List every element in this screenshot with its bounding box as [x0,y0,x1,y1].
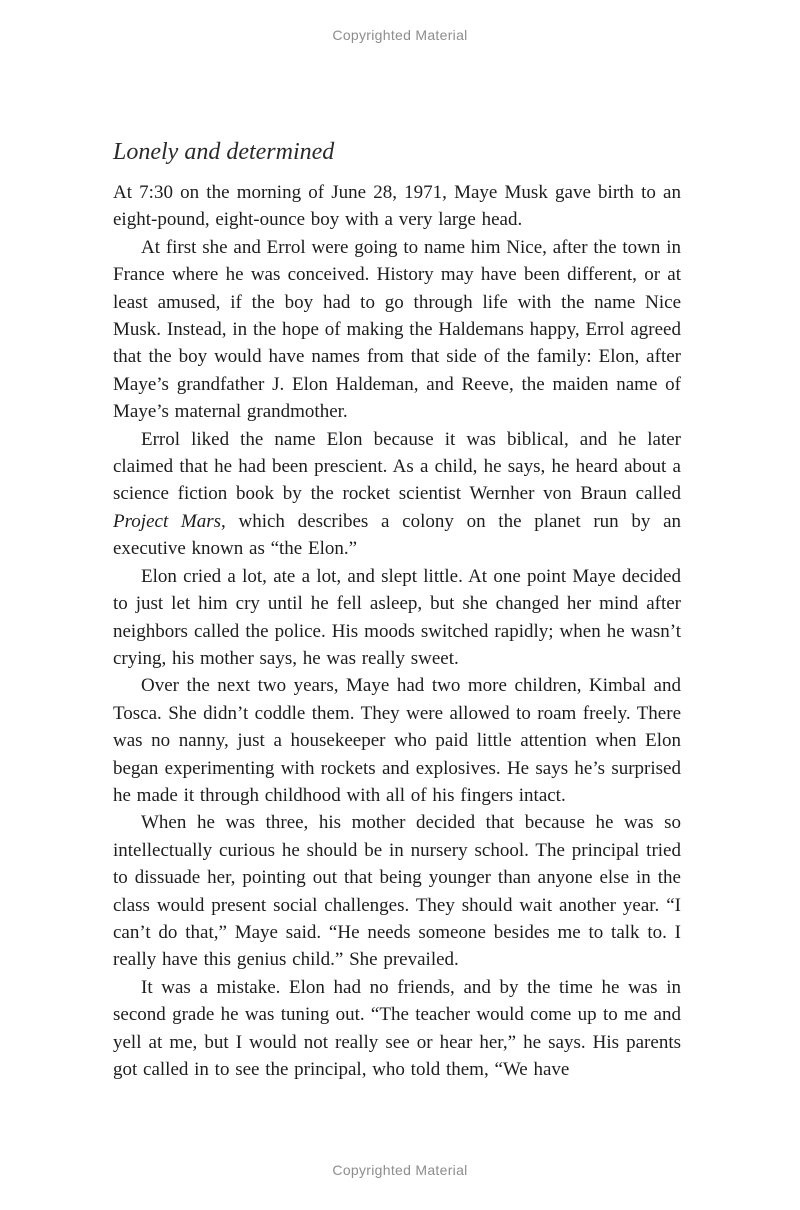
copyright-notice-bottom: Copyrighted Material [332,1162,468,1178]
body-text [113,179,681,1083]
text-segment: Over the next two years, Maye had two more children, Kimbal and Tosca. She didn’t coddle them. They were allowed to roam freely. There was no nanny, just a housekeeper who paid little attention when Elon began experimenting with rockets and explosives. He says he’s surprised he made it through childhood with all of his fingers intact. [113,675,681,806]
text-segment: Elon cried a lot, ate a lot, and slept little. At one point Maye decided to just let him cry until he fell asleep, but she changed her mind after neighbors called the police. His moods switched rapidly; when he wasn’t crying, his mother says, he was really sweet. [113,565,681,669]
paragraph [113,179,681,234]
paragraph [113,426,681,563]
italic-text: Project Mars [113,510,222,532]
paragraph [113,974,681,1084]
paragraph [113,563,681,673]
section-heading: Lonely and determined [113,139,335,165]
paragraph [113,809,681,973]
text-segment: It was a mistake. Elon had no friends, and by the time he was in second grade he was tuning out. “The teacher would come up to me and yell at me, but I would not really see or hear her,” he says. His parents got called in to see the principal, who told them, “We have [113,976,681,1080]
copyright-notice-top: Copyrighted Material [332,27,468,43]
text-segment: At 7:30 on the morning of June 28, 1971, Maye Musk gave birth to an eight-pound, eight-ounce boy with a very large head. [113,182,681,231]
text-segment: , which describes a colony on the planet run by an executive known as “the Elon.” [113,510,681,560]
paragraph [113,234,681,426]
text-segment: At first she and Errol were going to name him Nice, after the town in France where he was conceived. History may have been different, or at least amused, if the boy had to go through life with the name Nice Musk. Instead, in the hope of making the Haldemans happy, Errol agreed that the boy would have names from that side of the family: Elon, after Maye’s grandfather J. Elon Haldeman, and Reeve, the maiden name of Maye’s maternal grandmother. [113,236,681,423]
page-content [113,138,681,1083]
text-segment: When he was three, his mother decided that because he was so intellectually curious he should be in nursery school. The principal tried to dissuade her, pointing out that being younger than anyone else in the class would present social challenges. They should wait another year. “I can’t do that,” Maye said. “He needs someone besides me to talk to. I really have this genius child.” She prevailed. [113,812,681,971]
text-segment: Errol liked the name Elon because it was biblical, and he later claimed that he had been prescient. As a child, he says, he heard about a science fiction book by the rocket scientist Wernher von Braun called [113,428,681,505]
paragraph [113,672,681,809]
